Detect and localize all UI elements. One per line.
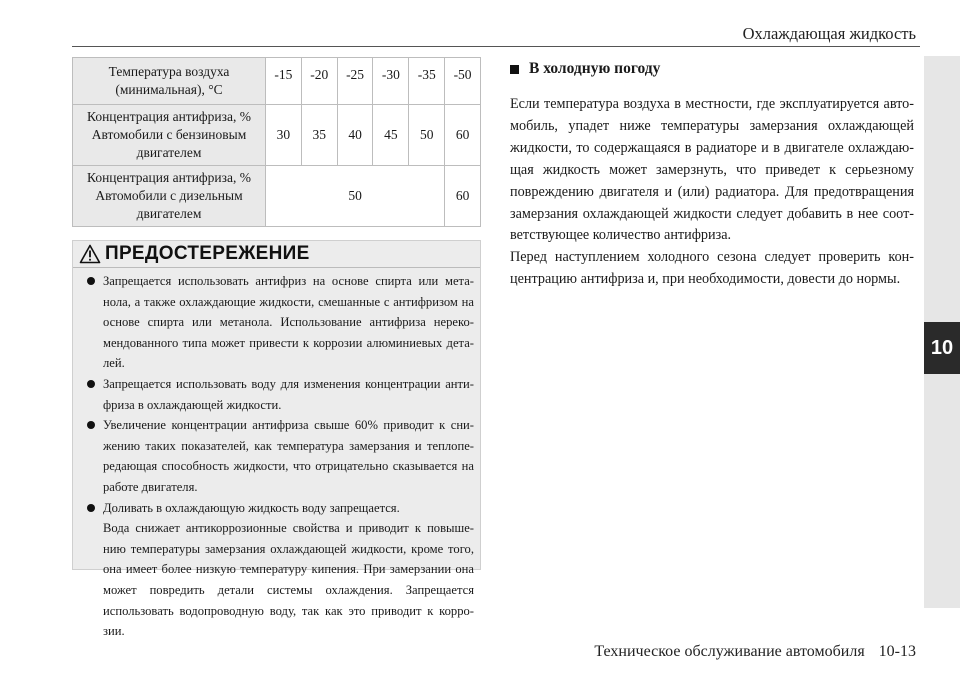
table-cell: -20: [301, 58, 337, 105]
square-bullet-icon: [510, 65, 519, 74]
list-item-continuation: Вода снижает антикоррозионные свойства и приводит к повыше-нию температуры замерзания охлаждающей жидкости, кроме того, она имеет более низкую температуру кипения. При замерзании она может повредить детали системы охлаждения. Запрещается использовать водопроводную воду, так как это приводит к корро-зии.: [103, 521, 474, 639]
table-cell: -50: [445, 58, 481, 105]
table-cell: 35: [301, 105, 337, 166]
table-row-label: Температура воздуха (минимальная), °C: [73, 58, 266, 105]
list-item-text: Запрещается использовать воду для изменения концентрации анти-фриза в охлаждающей жидкости.: [103, 376, 474, 412]
table-cell: 60: [445, 166, 481, 227]
list-item: [85, 415, 474, 497]
table-cell: -15: [266, 58, 302, 105]
table-cell: -25: [337, 58, 373, 105]
table-row: [73, 105, 481, 166]
bullet-icon: [87, 421, 95, 429]
table-cell: 50: [409, 105, 445, 166]
table-cell: 30: [266, 105, 302, 166]
section-body: [510, 94, 914, 291]
warning-list: [85, 271, 474, 642]
warning-triangle-icon: [79, 244, 101, 264]
section-title-text: В холодную погоду: [529, 60, 661, 77]
list-item: [85, 271, 474, 374]
table-row-label: Концентрация антифриза, % Автомобили с бензиновым двигателем: [73, 105, 266, 166]
bullet-icon: [87, 380, 95, 388]
table-cell: 50: [266, 166, 445, 227]
table-cell: -35: [409, 58, 445, 105]
table-cell: 60: [445, 105, 481, 166]
table-row: [73, 58, 481, 105]
list-item-text: Увеличение концентрации антифриза свыше 60% приводит к сни-жению таких показателей, как температура замерзания и теплопе-редающая способность жидкости, что отрицательно сказывается на работе двигателя.: [103, 418, 474, 494]
page-number: 10-13: [878, 643, 916, 660]
table-cell: 45: [373, 105, 409, 166]
list-item: [85, 498, 474, 642]
antifreeze-table: [72, 57, 481, 227]
bullet-icon: [87, 277, 95, 285]
warning-header: [73, 241, 480, 268]
table-row-label: Концентрация антифриза, % Автомобили с дизельным двигателем: [73, 166, 266, 227]
paragraph: Если температура воздуха в местности, где эксплуатируется авто-мобиль, упадет ниже температуры замерзания охлаждающей жидкости, то содержащаяся в радиаторе и в двигателе охлаждаю-щая жидкость может замерзнуть, что приведет к серьезному повреждению двигателя и (или) радиатора. Для предотвращения замерзания охлаждающей жидкости следует добавить в нее соот-ветствующее количество антифриза.: [510, 96, 914, 244]
list-item-text: Доливать в охлаждающую жидкость воду запрещается.: [103, 500, 400, 515]
paragraph: Перед наступлением холодного сезона следует проверить кон-центрацию антифриза и, при необходимости, довести до нормы.: [510, 249, 914, 288]
bullet-icon: [87, 504, 95, 512]
warning-title: ПРЕДОСТЕРЕЖЕНИЕ: [105, 243, 310, 264]
list-item: [85, 374, 474, 415]
table-cell: -30: [373, 58, 409, 105]
table-row: [73, 166, 481, 227]
header-rule: [72, 46, 920, 47]
page-footer: [594, 643, 916, 661]
list-item-text: Запрещается использовать антифриз на основе спирта или мета-нола, а также охлаждающие жидкости, смешанные с антифризом на основе спирта или метанола. Использование антифриза нереко-мендованного типа может привести к коррозии алюминиевых дета-лей.: [103, 274, 474, 371]
warning-box: [72, 240, 481, 639]
chapter-tab[interactable]: 10: [924, 322, 960, 374]
table-cell: 40: [337, 105, 373, 166]
section-title: [510, 60, 660, 78]
page-header-title: Охлаждающая жидкость: [742, 24, 916, 43]
footer-text: Техническое обслуживание автомобиля: [594, 643, 865, 660]
